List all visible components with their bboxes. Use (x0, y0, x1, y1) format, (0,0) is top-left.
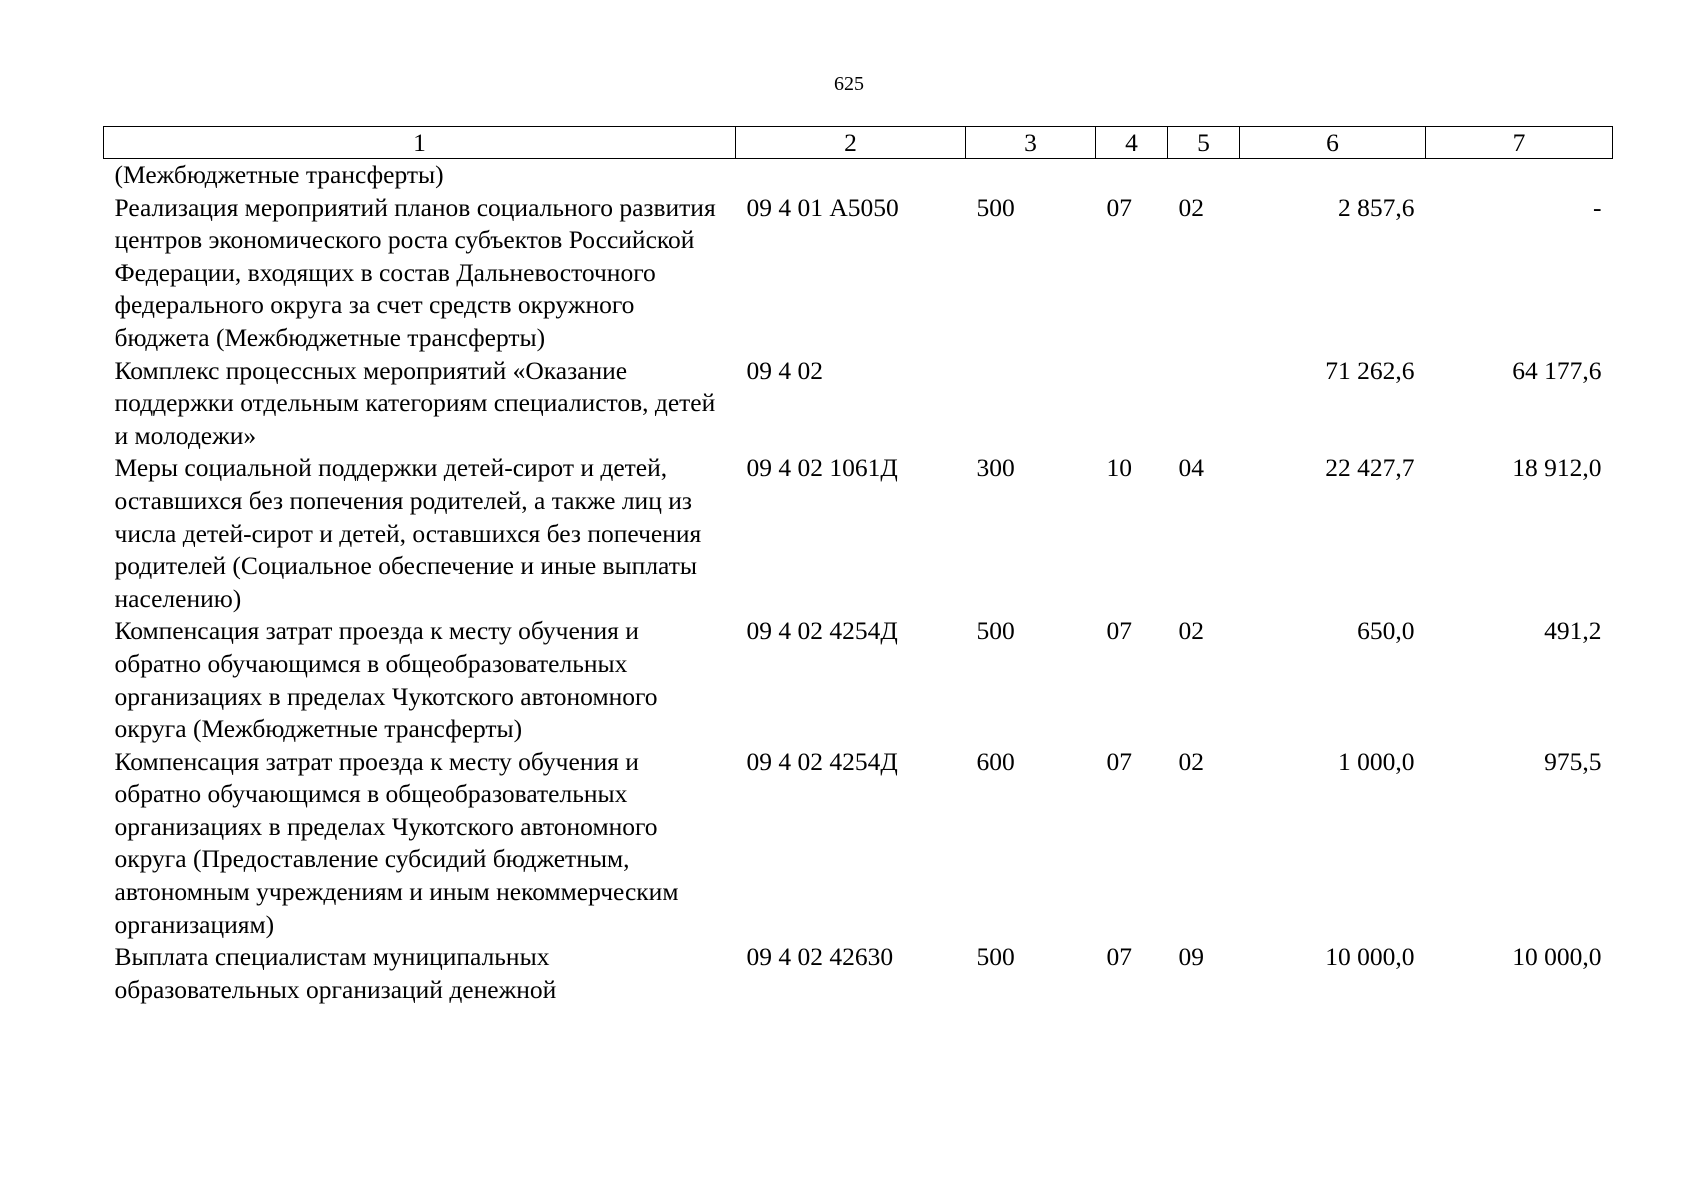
row-target-code: 09 4 01 А5050 (746, 192, 899, 222)
column-header-4: 4 (1096, 127, 1168, 159)
row-name: Меры социальной поддержки детей-сирот и детей, оставшихся без попечения родителей, а также лиц из числа детей-сирот и детей, оставшихся без попечения родителей (Социальное обеспечение и иные выплаты населению) (114, 453, 702, 613)
row-expense-type: 500 (976, 942, 1015, 972)
row-amount-col6: 71 262,6 (1325, 355, 1415, 385)
table-row (104, 452, 1613, 615)
row-target-code: 09 4 02 4254Д (746, 616, 898, 646)
row-expense-type: 500 (976, 192, 1015, 222)
row-name: Выплата специалистам муниципальных образовательных организаций денежной (114, 942, 557, 1004)
table-header (104, 127, 1613, 159)
row-expense-type: 500 (976, 616, 1015, 646)
column-header-1: 1 (104, 127, 736, 159)
row-amount-col7: 491,2 (1544, 616, 1602, 646)
row-name: Реализация мероприятий планов социального развития центров экономического роста субъектов Российской Федерации, входящих в состав Дальневосточного федерального округа за счет средств окружного бюджета (Межбюджетные трансферты) (114, 192, 716, 352)
table-row (104, 159, 1613, 192)
row-name: (Межбюджетные трансферты) (114, 160, 444, 189)
row-subsection: 02 (1178, 616, 1204, 646)
row-section: 07 (1106, 192, 1132, 222)
table-row (104, 615, 1613, 745)
row-amount-col6: 22 427,7 (1325, 453, 1415, 483)
row-name: Компенсация затрат проезда к месту обучения и обратно обучающимся в общеобразовательных организациях в пределах Чукотского автономного округа (Межбюджетные трансферты) (114, 616, 658, 744)
row-name: Компенсация затрат проезда к месту обучения и обратно обучающимся в общеобразовательных организациях в пределах Чукотского автономного округа (Предоставление субсидий бюджетным, автономным учреждениям и иным некоммерческим организациям) (114, 746, 679, 939)
row-amount-col6 (1240, 159, 1426, 192)
row-subsection: 04 (1178, 453, 1204, 483)
column-header-2: 2 (736, 127, 966, 159)
row-subsection: 02 (1178, 746, 1204, 776)
table-row (104, 746, 1613, 942)
row-amount-col6: 650,0 (1357, 616, 1415, 646)
row-amount-col7: - (1593, 192, 1602, 222)
row-expense-type: 300 (976, 453, 1015, 483)
table-row (104, 192, 1613, 355)
row-amount-col6: 10 000,0 (1325, 942, 1415, 972)
page-number: 625 (834, 73, 864, 95)
row-expense-type: 600 (976, 746, 1015, 776)
row-target-code: 09 4 02 1061Д (746, 453, 898, 483)
row-amount-col6: 2 857,6 (1338, 192, 1415, 222)
row-section: 10 (1106, 453, 1132, 483)
row-amount-col7 (1426, 159, 1613, 192)
column-header-7: 7 (1426, 127, 1613, 159)
row-section (1096, 159, 1168, 192)
row-subsection: 02 (1178, 192, 1204, 222)
row-section (1096, 355, 1168, 453)
column-header-6: 6 (1240, 127, 1426, 159)
budget-table (103, 126, 1613, 1006)
row-target-code: 09 4 02 (746, 355, 823, 385)
row-subsection (1168, 159, 1240, 192)
row-subsection (1168, 355, 1240, 453)
row-expense-type (966, 159, 1096, 192)
row-name: Комплекс процессных мероприятий «Оказание поддержки отдельным категориям специалистов, детей и молодежи» (114, 355, 716, 450)
table-row (104, 355, 1613, 453)
row-amount-col7: 64 177,6 (1512, 355, 1602, 385)
row-amount-col6: 1 000,0 (1338, 746, 1415, 776)
row-amount-col7: 975,5 (1544, 746, 1602, 776)
row-amount-col7: 18 912,0 (1512, 453, 1602, 483)
row-section: 07 (1106, 942, 1132, 972)
row-target-code (736, 159, 966, 192)
row-section: 07 (1106, 616, 1132, 646)
table-row (104, 941, 1613, 1006)
row-expense-type (966, 355, 1096, 453)
row-section: 07 (1106, 746, 1132, 776)
row-target-code: 09 4 02 4254Д (746, 746, 898, 776)
row-subsection: 09 (1178, 942, 1204, 972)
row-target-code: 09 4 02 42630 (746, 942, 894, 972)
column-header-5: 5 (1168, 127, 1240, 159)
header-row (104, 127, 1613, 159)
table-body (104, 159, 1613, 1007)
row-amount-col7: 10 000,0 (1512, 942, 1602, 972)
column-header-3: 3 (966, 127, 1096, 159)
